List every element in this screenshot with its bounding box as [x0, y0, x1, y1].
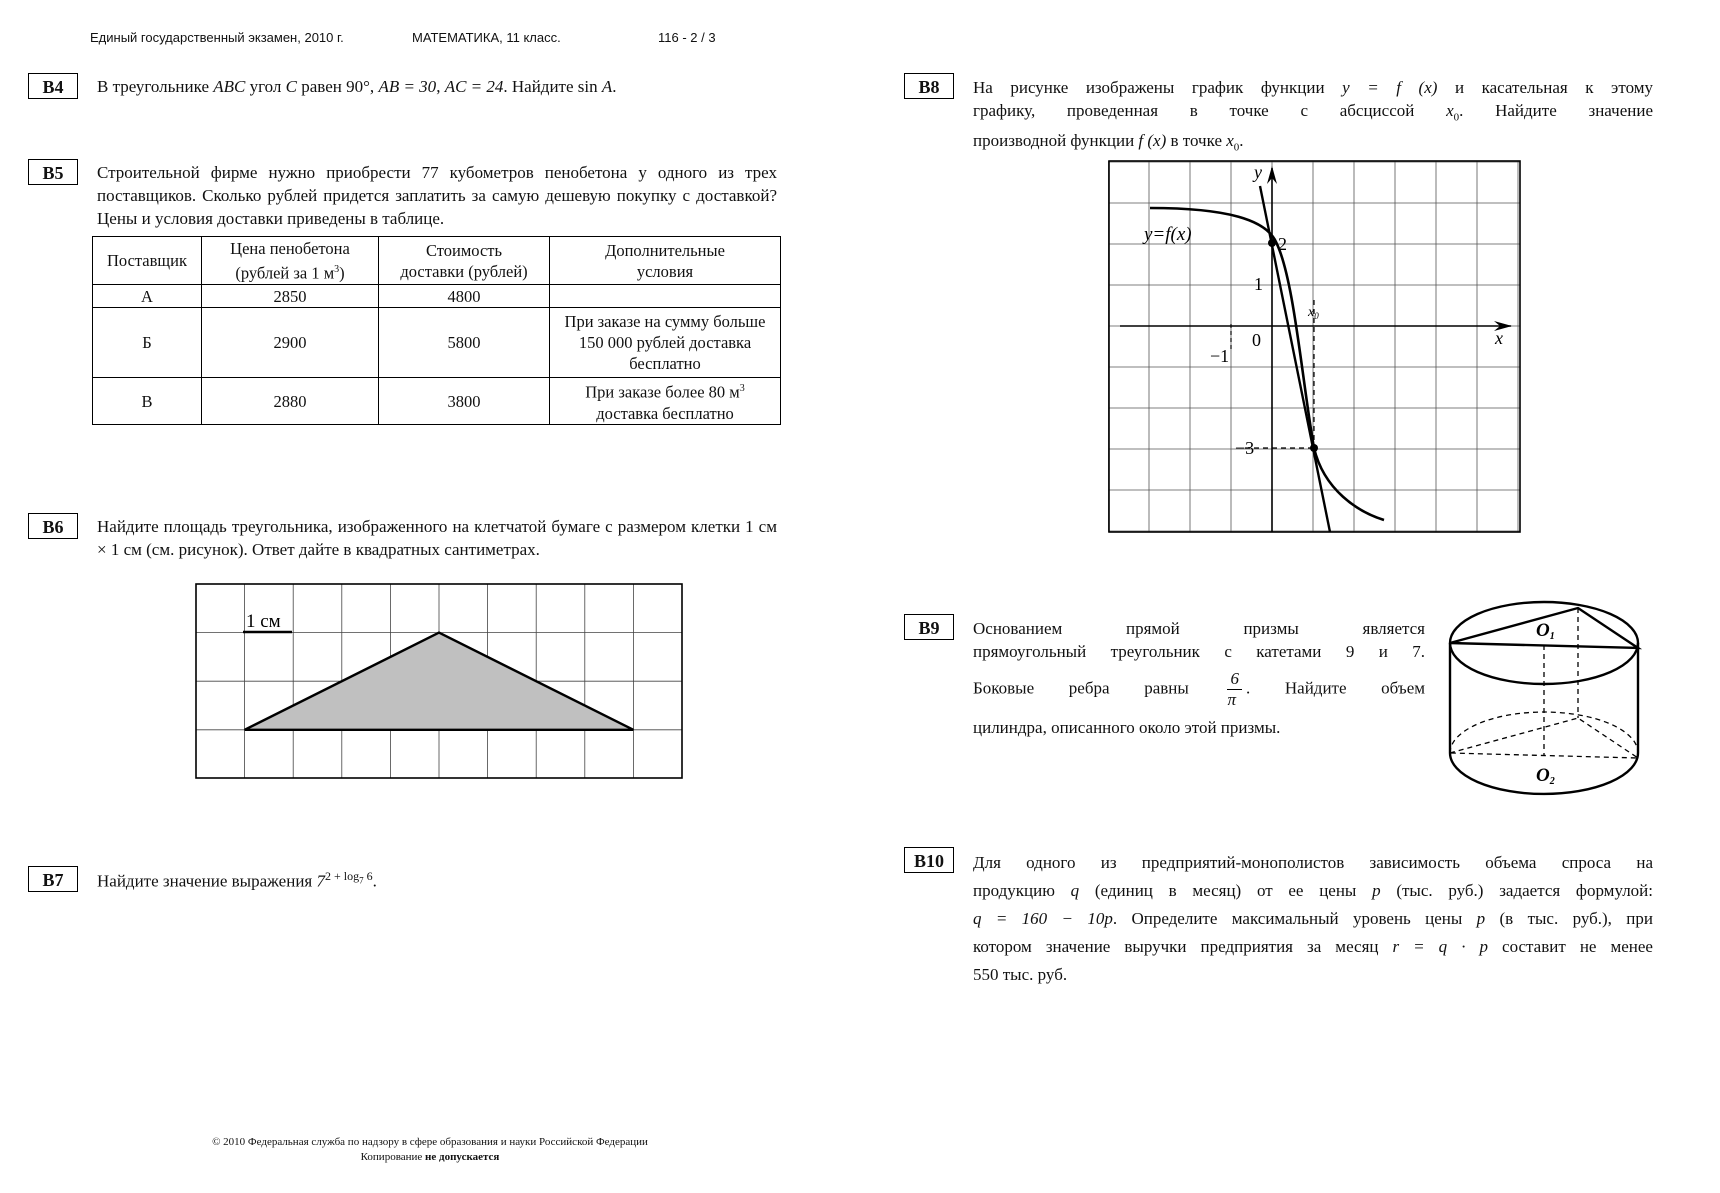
table-header-row	[93, 237, 781, 285]
b4-label: B4	[28, 73, 78, 99]
table-cell: 2850	[202, 285, 379, 308]
table-header-cell: Поставщик	[93, 237, 202, 285]
b5-table	[92, 236, 781, 425]
b7-text: Найдите значение выражения $7^{2 + log_7 6}$.	[97, 869, 377, 891]
table-cell: А	[93, 285, 202, 308]
o1-label: O1	[1536, 620, 1555, 642]
x0-label: $x_0$	[1308, 305, 1319, 321]
tick-2: 2	[1278, 234, 1287, 254]
table-cell: 2900	[202, 308, 379, 378]
table-header-cell: Стоимость доставки (рублей)	[379, 237, 550, 285]
table-cell	[550, 285, 781, 308]
tick-1: 1	[1254, 274, 1263, 294]
func-label: y=f(x)	[1144, 224, 1192, 245]
b9-cylinder	[1444, 598, 1644, 800]
header-subject: МАТЕМАТИКА, 11 класс.	[412, 30, 561, 45]
table-cell: 4800	[379, 285, 550, 308]
x-axis-label: x	[1495, 328, 1503, 348]
b6-figure	[195, 583, 683, 779]
table-row	[93, 285, 781, 308]
b9-text: Основанием прямой призмы является прямоугольный треугольник с катетами 9 и 7. Боковые ребра равны $\frac{6}{\pi}$ . Найдите объем цилиндра, описанного около этой призмы.	[973, 619, 1425, 737]
o2-label: O2	[1536, 765, 1555, 787]
table-cell: При заказе более 80 $м^3$ доставка бесплатно	[550, 378, 781, 425]
y-axis-label: y	[1254, 162, 1262, 182]
b8-graph	[1108, 160, 1522, 534]
table-row	[93, 378, 781, 425]
b6-text: Найдите площадь треугольника, изображенного на клетчатой бумаге с размером клетки 1 см × 1 см (см. рисунок). Ответ дайте в квадратных сантиметрах.	[97, 517, 777, 559]
b8-text: На рисунке изображены график функции y = f (x) и касательная к этому графику, проведенная в точке с абсциссой $x_0$. Найдите значение производной функции f (x) в точке $x_0$.	[973, 78, 1653, 154]
b10-text: Для одного из предприятий-монополистов зависимость объема спроса на продукцию q (единиц в месяц) от ее цены p (тыс. руб.) задается формулой: q = 160 − 10p. Определите максимальный уровень цены p (в тыс. руб.), при котором значение выручки предприятия за месяц r = q · p составит не менее 550 тыс. руб.	[973, 853, 1653, 984]
table-cell: В	[93, 378, 202, 425]
table-cell: При заказе на сумму больше 150 000 рублей доставка бесплатно	[550, 308, 781, 378]
tangent-line	[1260, 186, 1330, 532]
header-exam: Единый государственный экзамен, 2010 г.	[90, 30, 344, 45]
table-cell: 3800	[379, 378, 550, 425]
table-row	[93, 308, 781, 378]
table-header-cell: Цена пенобетона (рублей за 1 $м^3$)	[202, 237, 379, 285]
table-header-cell: Дополнительные условия	[550, 237, 781, 285]
table-cell: Б	[93, 308, 202, 378]
footer-line1: © 2010 Федеральная служба по надзору в сфере образования и науки Российской Федерации	[212, 1136, 648, 1148]
tick-minus3: −3	[1235, 438, 1255, 458]
b4-text: В треугольнике ABC угол C равен 90°, AB = 30, AC = 24. Найдите sin A.	[97, 77, 617, 96]
b6-label: B6	[28, 513, 78, 539]
table-cell: 2880	[202, 378, 379, 425]
y-intercept-point	[1268, 239, 1276, 247]
b5-label: B5	[28, 159, 78, 185]
footer-line2: Копирование не допускается	[360, 1151, 500, 1163]
b8-label: B8	[904, 73, 954, 99]
b10-label: B10	[904, 847, 954, 873]
b5-text: Строительной фирме нужно приобрести 77 кубометров пенобетона у одного из трех поставщиков. Сколько рублей придется заплатить за самую дешевую покупку с доставкой? Цены и условия доставки приведены в таблице.	[97, 163, 777, 228]
tick-minus1: −1	[1210, 346, 1230, 366]
tangent-point	[1310, 444, 1318, 452]
origin-label: 0	[1252, 330, 1261, 350]
b9-label: B9	[904, 614, 954, 640]
b7-label: B7	[28, 866, 78, 892]
header-page: 116 - 2 / 3	[658, 30, 716, 45]
function-curve	[1150, 208, 1384, 520]
b6-scale-label: 1 см	[246, 611, 281, 632]
table-cell: 5800	[379, 308, 550, 378]
